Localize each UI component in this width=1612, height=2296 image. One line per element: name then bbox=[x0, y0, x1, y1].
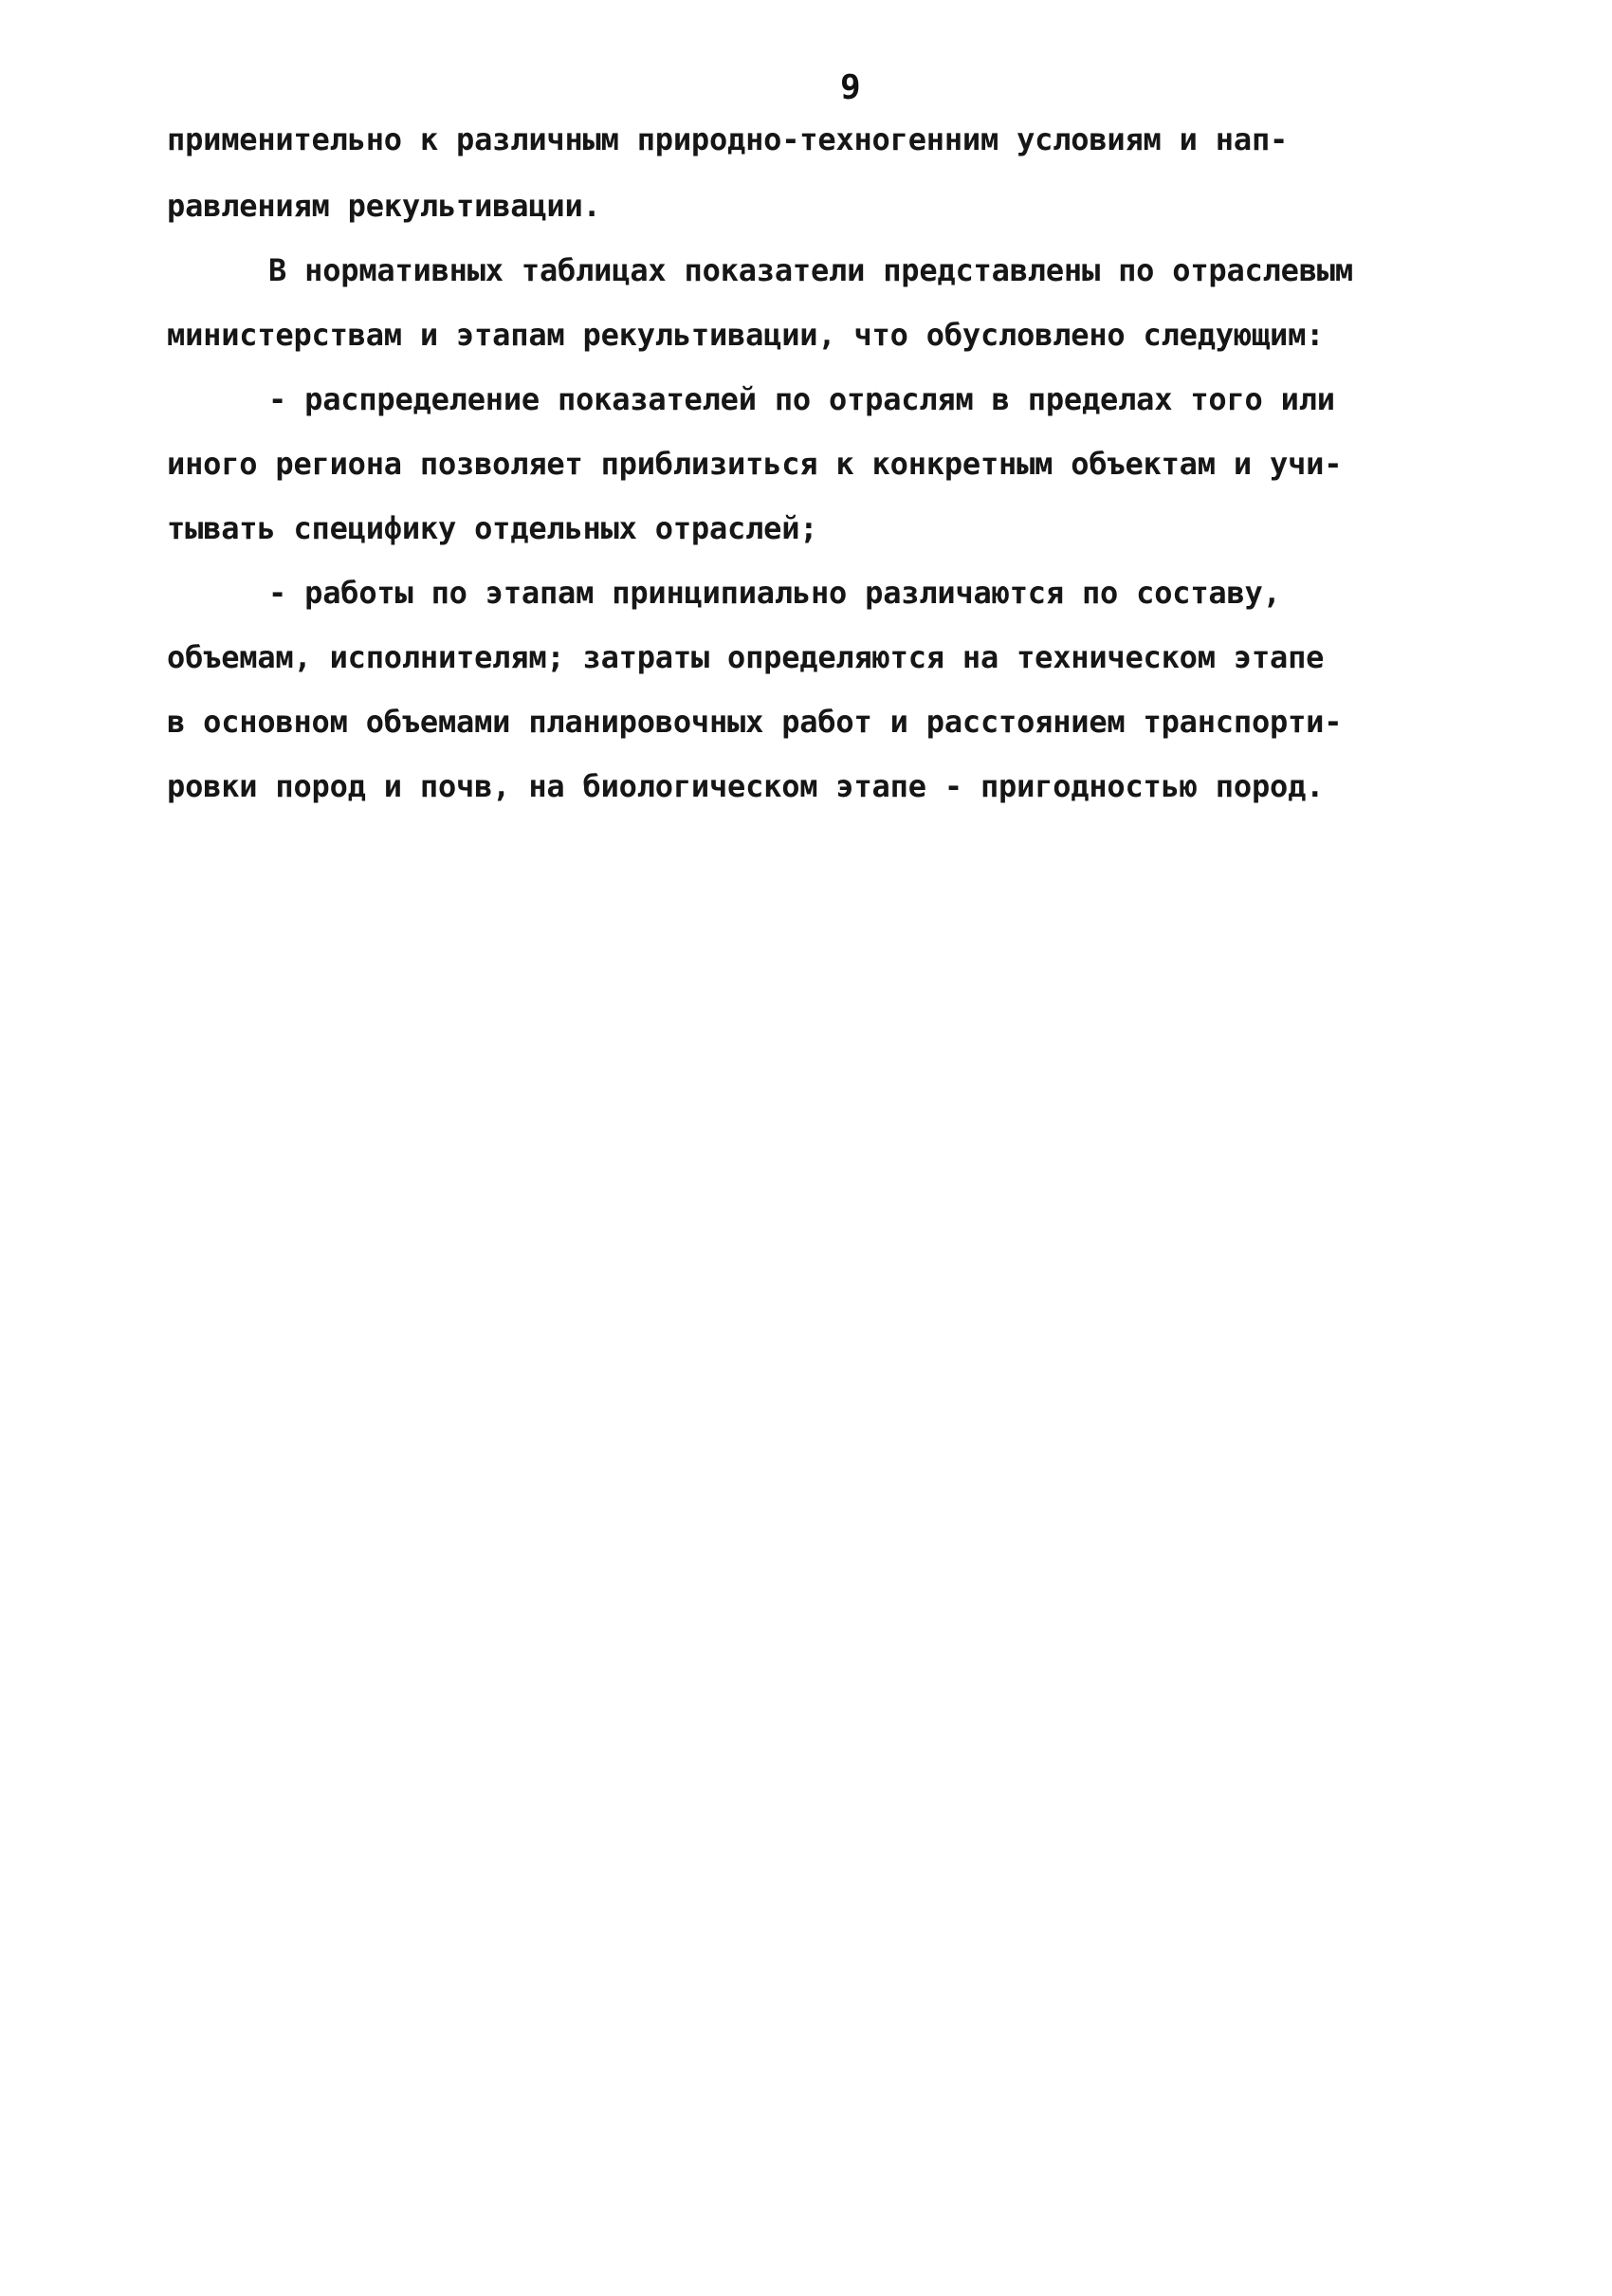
list-item-1-line-2: иного региона позволяет приблизиться к конкретным объектам и учи- bbox=[167, 446, 1343, 482]
page-number: 9 bbox=[840, 68, 861, 107]
text-line-2: равлениям рекультивации. bbox=[167, 188, 601, 224]
list-item-2-line-1: - работы по этапам принципиально различаются по составу, bbox=[268, 575, 1281, 611]
list-item-2-line-2: объемам, исполнителям; затраты определяются на техническом этапе bbox=[167, 639, 1325, 675]
list-item-2-line-4: ровки пород и почв, на биологическом этапе - пригодностью пород. bbox=[167, 768, 1325, 804]
list-item-1-line-3: тывать специфику отдельных отраслей; bbox=[167, 510, 818, 546]
paragraph-2-line-2: министерствам и этапам рекультивации, что обусловлено следующим: bbox=[167, 317, 1325, 353]
text-line-1: применительно к различным природно-техногенним условиям и нап- bbox=[167, 121, 1289, 157]
list-item-2-line-3: в основном объемами планировочных работ и расстоянием транспорти- bbox=[167, 704, 1343, 740]
list-item-1-line-1: - распределение показателей по отраслям в пределах того или bbox=[268, 381, 1335, 417]
paragraph-2-line-1: В нормативных таблицах показатели представлены по отраслевым bbox=[268, 252, 1353, 288]
